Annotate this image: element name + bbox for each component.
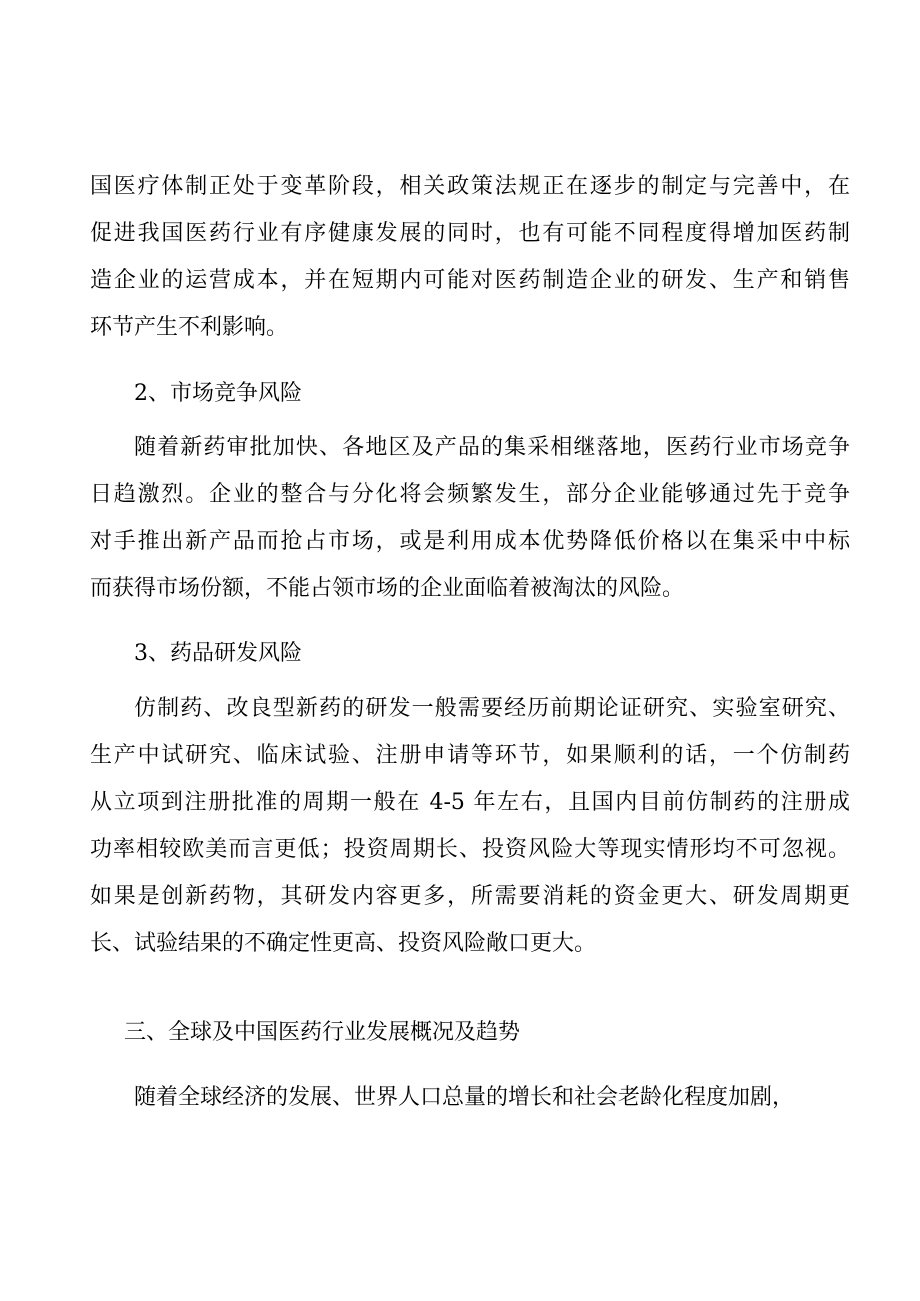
paragraph-line: 而获得市场份额，不能占领市场的企业面临着被淘汰的风险。: [90, 576, 685, 601]
paragraph-line: 随着全球经济的发展、世界人口总量的增长和社会老龄化程度加剧，: [134, 1085, 795, 1110]
paragraph-line: 造企业的运营成本，并在短期内可能对医药制造企业的研发、生产和销售: [90, 268, 850, 293]
paragraph-line: 从立项到注册批准的周期一般在 4-5 年左右，且国内目前仿制药的注册成: [90, 790, 850, 815]
paragraph-line: 功率相较欧美而言更低；投资周期长、投资风险大等现实情形均不可忽视。: [90, 837, 850, 862]
subheading-drug-rd-risk: 3、药品研发风险: [134, 641, 302, 666]
subheading-market-competition-risk: 2、市场竞争风险: [134, 381, 302, 406]
paragraph-line: 国医疗体制正处于变革阶段，相关政策法规正在逐步的制定与完善中，在: [90, 174, 850, 199]
paragraph-line: 生产中试研究、临床试验、注册申请等环节，如果顺利的话，一个仿制药: [90, 743, 850, 768]
paragraph-line: 如果是创新药物，其研发内容更多，所需要消耗的资金更大、研发周期更: [90, 884, 850, 909]
paragraph-line: 仿制药、改良型新药的研发一般需要经历前期论证研究、实验室研究、: [134, 696, 850, 721]
paragraph-line: 环节产生不利影响。: [90, 315, 289, 340]
paragraph-line: 对手推出新产品而抢占市场，或是利用成本优势降低价格以在集采中中标: [90, 529, 850, 554]
paragraph-line: 日趋激烈。企业的整合与分化将会频繁发生，部分企业能够通过先于竞争: [90, 482, 850, 507]
paragraph-line: 促进我国医药行业有序健康发展的同时，也有可能不同程度得增加医药制: [90, 221, 850, 246]
paragraph-line: 长、试验结果的不确定性更高、投资风险敞口更大。: [90, 931, 597, 956]
section-heading: 三、全球及中国医药行业发展概况及趋势: [124, 1020, 521, 1045]
paragraph-line: 随着新药审批加快、各地区及产品的集采相继落地，医药行业市场竞争: [134, 435, 850, 460]
